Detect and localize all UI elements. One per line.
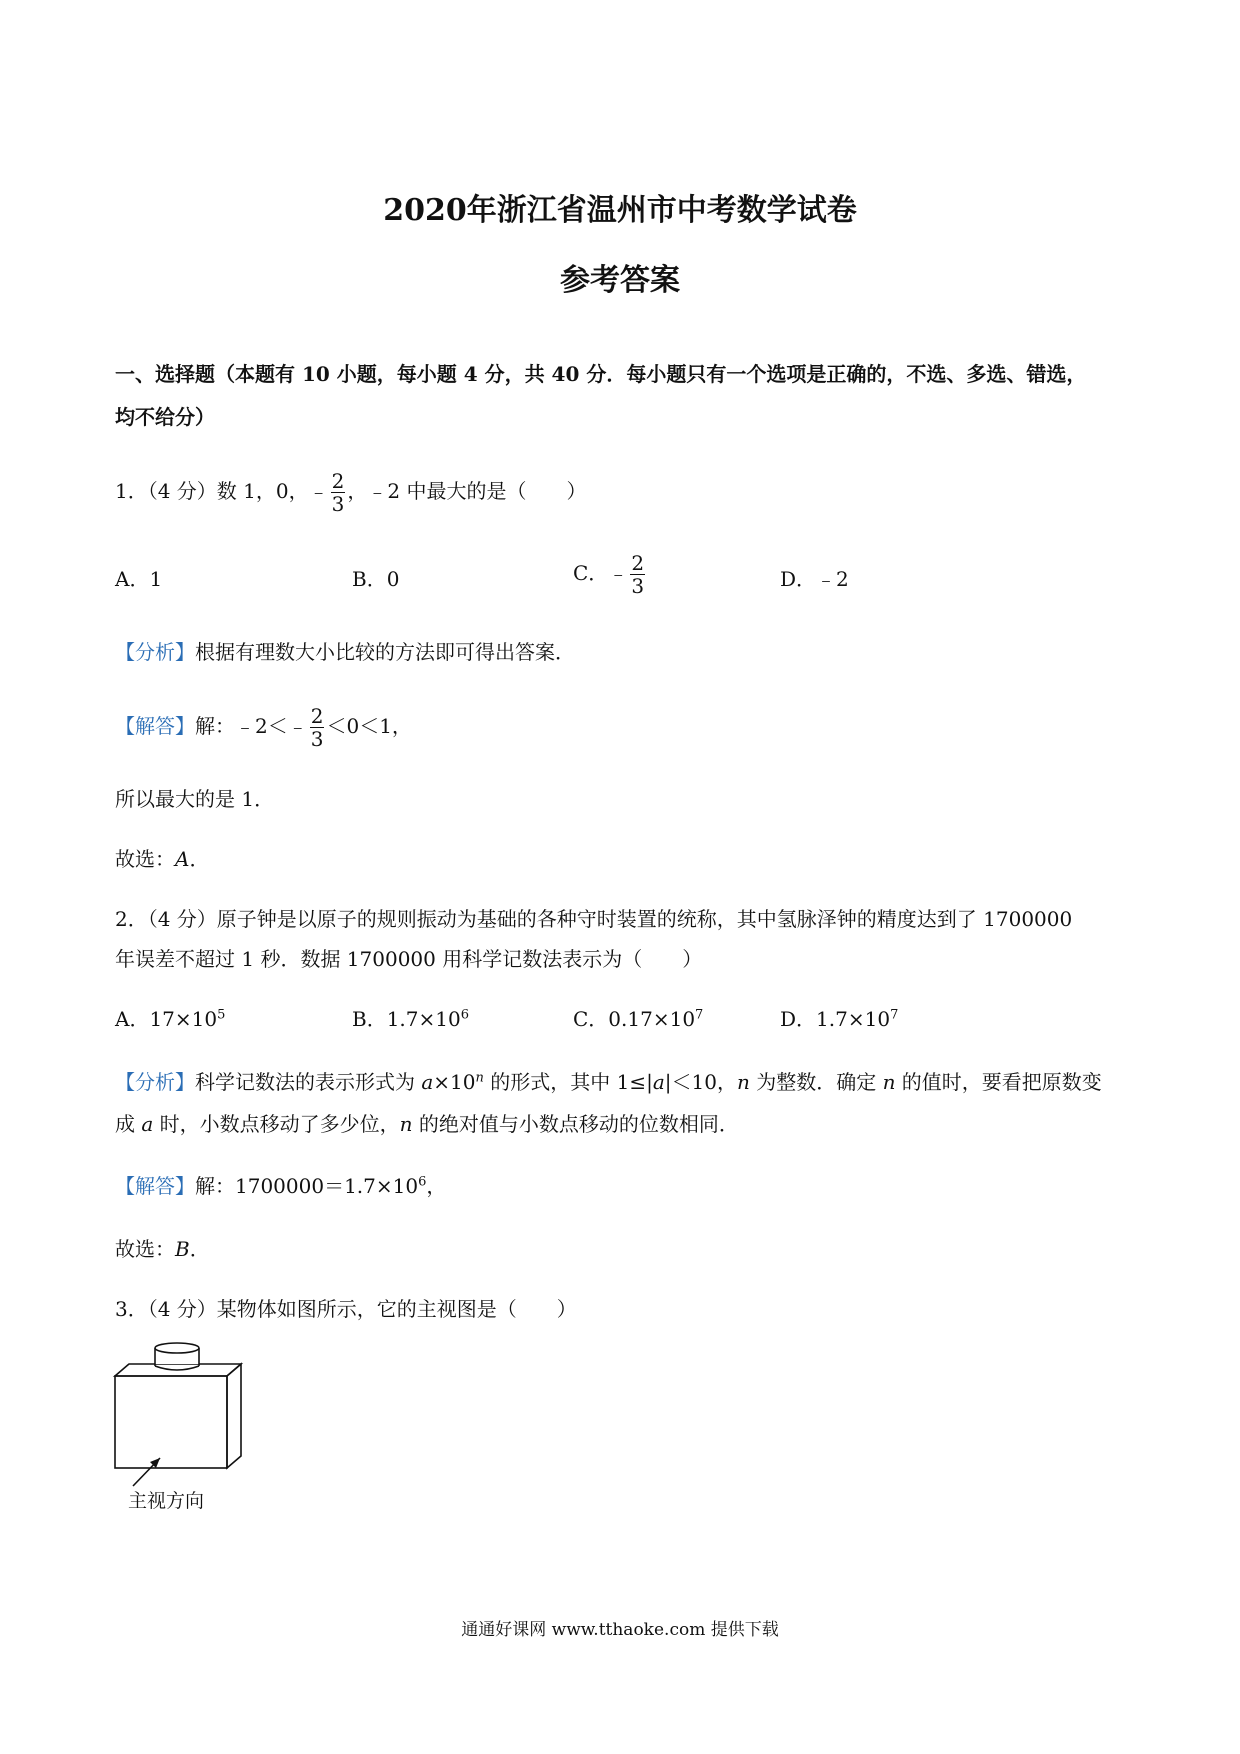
q2-stem-line1: 2．（4 分）原子钟是以原子的规则振动为基础的各种守时装置的统称，其中氢脉泽钟的精度达到了 1700000 — [115, 907, 1073, 931]
answer-tag: 【解答】 — [115, 714, 195, 738]
option-exponent: 5 — [217, 1007, 226, 1023]
text-run: 时，小数点移动了多少位， — [153, 1112, 400, 1136]
text-run: 的值时，要看把原数变 — [895, 1070, 1102, 1094]
answer-end: ， — [426, 1174, 447, 1198]
q1-stem-fraction — [331, 470, 346, 515]
q2-option-d — [780, 1005, 898, 1033]
q1-choice — [115, 845, 209, 873]
page-footer: 通通好课网 www.tthaoke.com 提供下载 — [461, 1620, 779, 1640]
option-exponent: 6 — [460, 1007, 469, 1023]
q1-answer-end: ＜0＜1， — [326, 714, 412, 738]
q1-answer-fraction — [310, 705, 325, 750]
text-run: 为整数．确定 — [749, 1070, 883, 1094]
answer-base: 解：1700000＝1.7×10 — [195, 1174, 419, 1198]
q2-stem-line2: 年误差不超过 1 秒．数据 1700000 用科学记数法表示为（ ） — [115, 947, 703, 971]
fraction-numerator: 2 — [631, 551, 645, 575]
text-run: 的形式，其中 1≤| — [483, 1070, 653, 1094]
option-exponent: 7 — [695, 1007, 704, 1023]
variable-n: n — [736, 1070, 750, 1094]
variable-n: n — [882, 1070, 896, 1094]
q2-analysis-line2 — [115, 1110, 739, 1138]
answer-tag: 【解答】 — [115, 1174, 195, 1198]
q1-option-a: A．1 — [115, 567, 163, 591]
choice-letter: A — [175, 847, 190, 871]
q1-option-b: B．0 — [352, 567, 400, 591]
document-title: 2020年浙江省温州市中考数学试卷 — [383, 193, 857, 228]
q3-figure-label: 主视方向 — [128, 1490, 205, 1512]
option-base: B．1.7×10 — [352, 1007, 461, 1031]
q1-analysis-text: 根据有理数大小比较的方法即可得出答案． — [195, 640, 575, 664]
variable-n: n — [399, 1112, 413, 1136]
text-run: 的绝对值与小数点移动的位数相同． — [412, 1112, 739, 1136]
text-run: ×10 — [433, 1070, 476, 1094]
fraction-denominator: 3 — [631, 574, 645, 598]
section-heading-line1: 一、选择题（本题有 10 小题，每小题 4 分，共 40 分．每小题只有一个选项是正确的，不选、多选、错选， — [115, 362, 1087, 386]
analysis-tag: 【分析】 — [115, 640, 195, 664]
q1-conclusion: 所以最大的是 1． — [115, 787, 275, 811]
choice-end: ． — [189, 1237, 210, 1261]
choice-letter: B — [175, 1237, 190, 1261]
option-exponent: 7 — [890, 1007, 899, 1023]
section-heading-line2: 均不给分） — [115, 405, 215, 429]
text-run: |＜10， — [664, 1070, 737, 1094]
q1-option-d: D．﹣2 — [780, 567, 849, 591]
q1-option-c-prefix: C．﹣ — [573, 561, 629, 585]
q1-option-c — [573, 552, 647, 597]
fraction-denominator: 3 — [310, 727, 324, 751]
fraction-denominator: 3 — [331, 492, 345, 516]
option-base: C．0.17×10 — [573, 1007, 696, 1031]
cylinder-top-ellipse — [155, 1343, 199, 1353]
q1-stem-start: 1．（4 分）数 1，0，﹣ — [115, 479, 329, 503]
variable-a: a — [141, 1112, 154, 1136]
variable-a: a — [652, 1070, 665, 1094]
cube-front-face — [115, 1376, 227, 1468]
cube-side-face — [227, 1364, 241, 1468]
cylinder-bottom-arc — [155, 1366, 199, 1370]
choice-prefix: 故选： — [115, 847, 175, 871]
q1-analysis — [115, 638, 575, 666]
fraction-numerator: 2 — [310, 704, 324, 728]
exponent-n: n — [475, 1070, 484, 1086]
q2-answer — [115, 1172, 446, 1200]
fraction-numerator: 2 — [331, 469, 345, 493]
choice-prefix: 故选： — [115, 1237, 175, 1261]
text-run: 成 — [115, 1112, 142, 1136]
variable-a: a — [421, 1070, 434, 1094]
q2-analysis-line1 — [115, 1068, 1102, 1096]
q2-option-c — [573, 1005, 703, 1033]
q1-stem — [115, 470, 586, 515]
q1-answer-start: 解：﹣2＜﹣ — [195, 714, 308, 738]
q2-option-a — [115, 1005, 225, 1033]
q3-stem: 3．（4 分）某物体如图所示，它的主视图是（ ） — [115, 1297, 577, 1321]
q2-choice — [115, 1235, 210, 1263]
answer-exponent: 6 — [418, 1174, 427, 1190]
q1-option-c-fraction — [630, 552, 645, 597]
document-subtitle: 参考答案 — [560, 263, 680, 298]
option-base: A．17×10 — [115, 1007, 218, 1031]
choice-end: ． — [189, 847, 210, 871]
analysis-tag: 【分析】 — [115, 1070, 195, 1094]
q2-option-b — [352, 1005, 469, 1033]
text-run: 科学记数法的表示形式为 — [195, 1070, 422, 1094]
option-base: D．1.7×10 — [780, 1007, 891, 1031]
q1-stem-end: ，﹣2 中最大的是（ ） — [347, 479, 587, 503]
q1-answer — [115, 705, 412, 750]
